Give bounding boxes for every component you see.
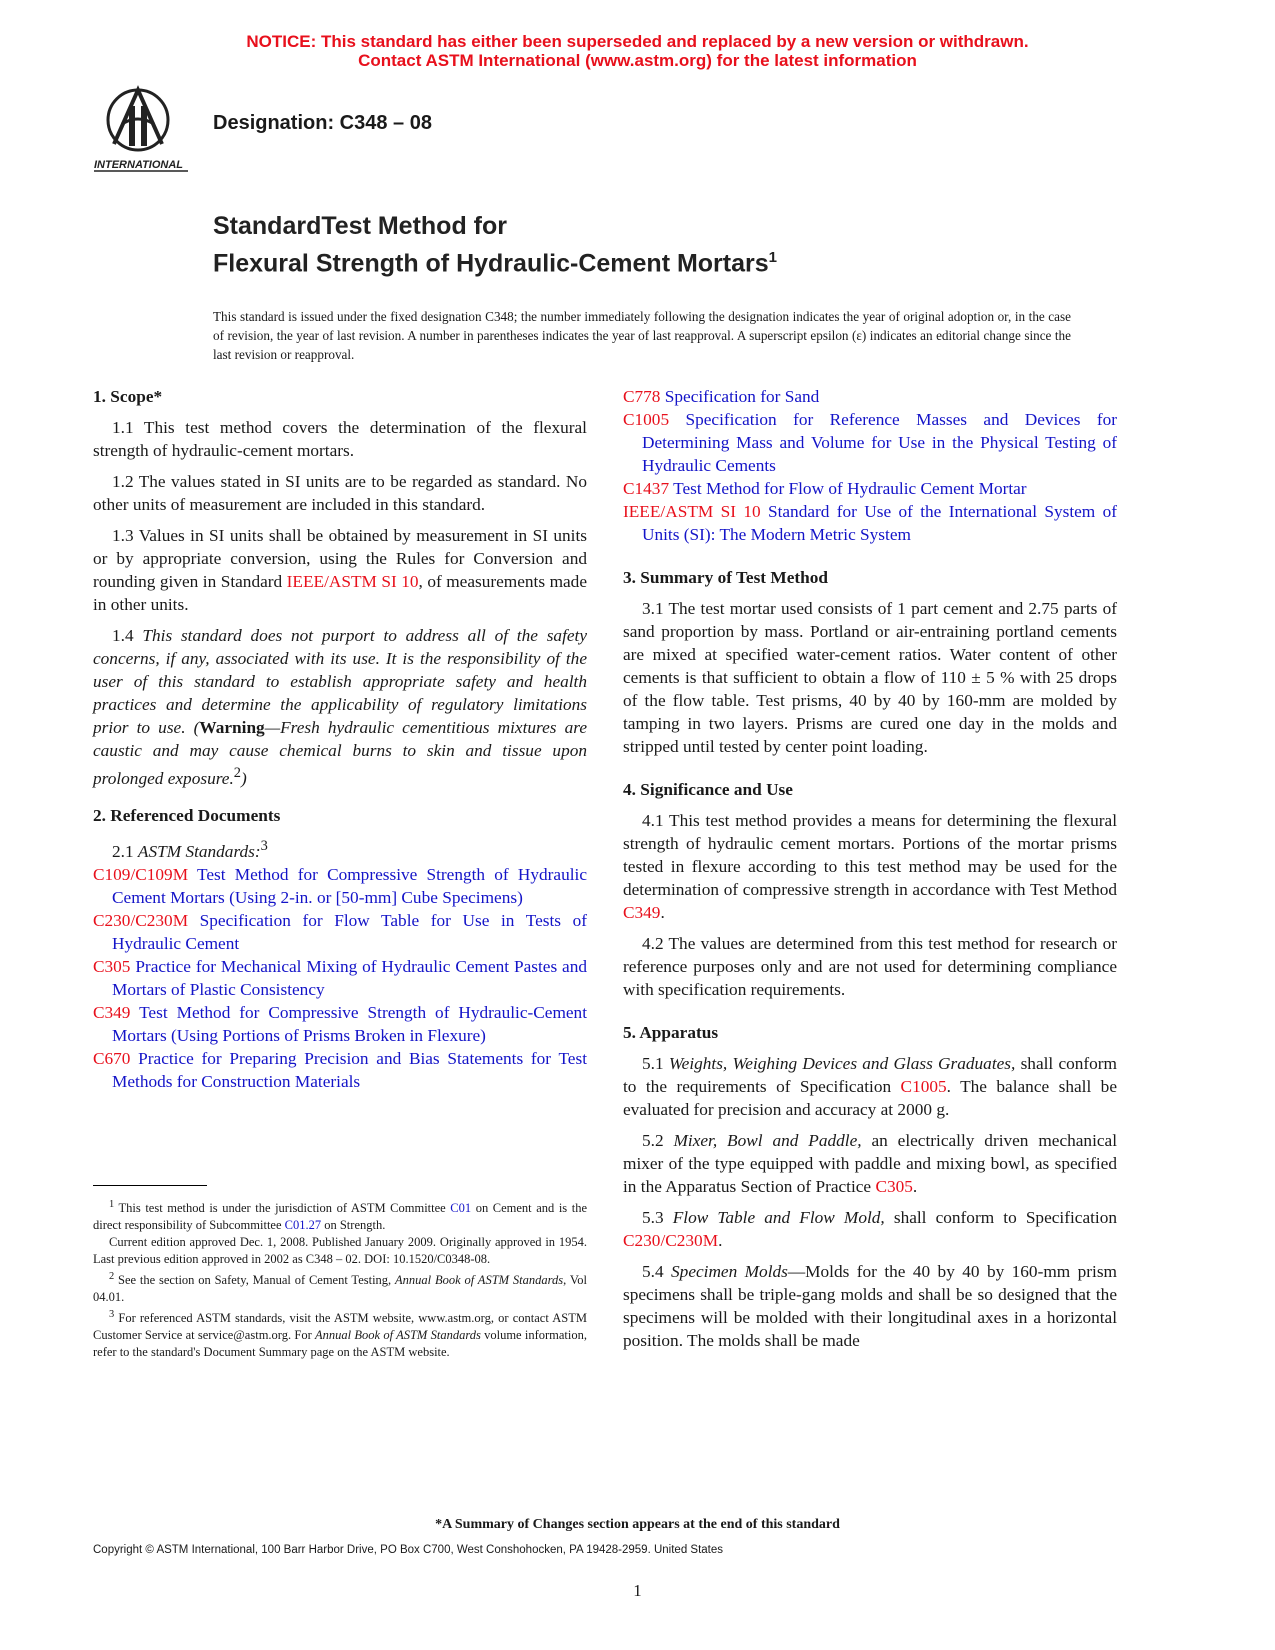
ref-title[interactable]: Test Method for Compressive Strength of Hydraulic-Cement Mortars (Using Portions of Prisms Broken in Flexure) — [112, 1002, 587, 1045]
page-number: 1 — [633, 1581, 642, 1600]
apparatus-5-3-tail: . — [718, 1231, 723, 1250]
apparatus-5-1-title: Weights, Weighing Devices and Glass Graduates, — [668, 1054, 1016, 1073]
footnote-2-tail: , Vol 04.01. — [93, 1273, 588, 1305]
scope-1-4-close: ) — [240, 768, 247, 788]
warning-text: —Fresh hydraulic cementitious mixtures are caustic and may cause chemical burns to skin and tissue upon prolonged exposure. — [93, 718, 587, 788]
significance-4-1-tail: . — [660, 903, 665, 922]
footnote-2-book: Annual Book of ASTM Standards — [395, 1273, 564, 1288]
ref-item[interactable] — [93, 1047, 587, 1093]
apparatus-5-4-num: 5.4 — [642, 1262, 672, 1281]
title-line-1: StandardTest Method for — [213, 212, 507, 240]
footnote-3-text: For referenced ASTM standards, visit the ASTM website, www.astm.org, or contact ASTM Customer Service at service@astm.org. For — [93, 1311, 587, 1343]
footnote-2-num: 2 — [109, 1271, 115, 1283]
c1005-link[interactable]: C1005 — [900, 1077, 947, 1096]
notice-line-1: NOTICE: This standard has either been superseded and replaced by a new version or withdrawn. — [246, 32, 1029, 51]
footnote-2 — [93, 1268, 587, 1306]
ref-item[interactable] — [623, 500, 1117, 546]
apparatus-5-2-title: Mixer, Bowl and Paddle, — [673, 1131, 862, 1150]
apparatus-5-3 — [623, 1206, 1117, 1252]
ref-title[interactable]: Test Method for Compressive Strength of Hydraulic Cement Mortars (Using 2-in. or [50-mm] Cube Specimens) — [112, 864, 587, 907]
ref-code[interactable]: C670 — [93, 1048, 131, 1068]
ref-code[interactable]: C109/C109M — [93, 864, 189, 884]
summary-heading: 3. Summary of Test Method — [623, 568, 828, 587]
refdocs-sub-label: ASTM Standards: — [137, 841, 261, 861]
ieee-si10-link[interactable]: IEEE/ASTM SI 10 — [286, 572, 419, 591]
ref-item[interactable] — [623, 385, 1117, 408]
ref-code[interactable]: C1437 — [623, 479, 670, 498]
footnote-1-text: This test method is under the jurisdiction of ASTM Committee — [114, 1201, 451, 1216]
committee-c01-link[interactable]: C01 — [450, 1201, 472, 1216]
designation-intro: This standard is issued under the fixed designation C348; the number immediately following the designation indicates the year of original adoption or, in the case of revision, the year of last revision. A number in parentheses indicates the year of last reapproval. A superscript epsilon (ε) indicates an editorial change since the last revision or reapproval. — [213, 309, 1071, 362]
ref-title[interactable]: Specification for Sand — [660, 387, 820, 406]
ref-title[interactable]: Practice for Mechanical Mixing of Hydraulic Cement Pastes and Mortars of Plastic Consistency — [112, 956, 587, 999]
apparatus-5-2-text: an electrically driven mechanical mixer of the type equipped with paddle and mixing bowl, as specified in the Apparatus Section of Practice — [623, 1131, 1118, 1196]
footnote-1-num: 1 — [109, 1199, 115, 1210]
scope-1-3-tail: , of measurements made in other units. — [93, 572, 587, 614]
subcommittee-c01-27-link[interactable]: C01.27 — [284, 1218, 322, 1233]
withdrawal-notice — [0, 32, 1275, 70]
logo-text: INTERNATIONAL — [94, 159, 184, 171]
ref-title[interactable]: Specification for Reference Masses and Devices for Determining Mass and Volume for Use in the Physical Testing of Hydraulic Cements — [642, 410, 1117, 475]
refdocs-sub-num: 2.1 — [112, 841, 138, 861]
footnote-3 — [93, 1306, 587, 1361]
scope-1-4-text: This standard does not purport to address all of the safety concerns, if any, associated with its use. It is the responsibility of the user of this standard to establish appropriate safety and health practices and determine the applicability of regulatory limitations prior to use. ( — [93, 626, 588, 737]
c349-link[interactable]: C349 — [623, 903, 661, 922]
scope-1-3-text: 1.3 Values in SI units shall be obtained by measurement in SI units or by appropriate conversion, using the Rules for Conversion and rounding given in Standard — [93, 526, 587, 591]
scope-1-4 — [93, 624, 587, 790]
ref-item[interactable] — [93, 863, 587, 909]
ref-title[interactable]: Practice for Preparing Precision and Bias Statements for Test Methods for Construction Materials — [112, 1048, 587, 1091]
apparatus-5-4 — [623, 1260, 1117, 1352]
copyright: Copyright © ASTM International, 100 Barr Harbor Drive, PO Box C700, West Conshohocken, PA 19428-2959. United States — [93, 1544, 724, 1556]
apparatus-5-3-num: 5.3 — [642, 1208, 673, 1227]
significance-4-1 — [623, 809, 1117, 924]
footnote-1-edition: Current edition approved Dec. 1, 2008. Published January 2009. Originally approved in 1954. Last previous edition approved in 2002 as C348 – 02. DOI: 10.1520/C0348-08. — [93, 1235, 587, 1267]
apparatus-5-2 — [623, 1129, 1117, 1198]
footnotes — [93, 1196, 587, 1361]
refdocs-heading: 2. Referenced Documents — [93, 805, 281, 825]
c305-link[interactable]: C305 — [875, 1177, 913, 1196]
ref-code[interactable]: IEEE/ASTM SI 10 — [623, 502, 761, 521]
scope-1-2: 1.2 The values stated in SI units are to be regarded as standard. No other units of measurement are included in this standard. — [93, 472, 587, 514]
footnote-3-book: Annual Book of ASTM Standards — [315, 1328, 481, 1343]
footnote-3-num: 3 — [109, 1309, 115, 1321]
ref-title[interactable]: Standard for Use of the International System of Units (SI): The Modern Metric System — [642, 502, 1117, 544]
footnote-3-tail: volume information, refer to the standard's Document Summary page on the ASTM website. — [93, 1328, 588, 1360]
left-column — [93, 385, 587, 1093]
apparatus-5-3-title: Flow Table and Flow Mold, — [672, 1208, 885, 1227]
ref-code[interactable]: C230/C230M — [93, 910, 189, 930]
scope-heading: 1. Scope* — [93, 387, 163, 406]
apparatus-5-1-tail: . The balance shall be evaluated for precision and accuracy at 2000 g. — [623, 1077, 1117, 1119]
ref-code[interactable]: C1005 — [623, 410, 670, 429]
designation: Designation: C348 – 08 — [213, 112, 432, 134]
ref-item[interactable] — [93, 955, 587, 1001]
summary-3-1: 3.1 The test mortar used consists of 1 part cement and 2.75 parts of sand proportion by mass. Portland or air-entraining portland cements are mixed at specified water-cement ratios. Water content of other cements is that sufficient to obtain a flow of 110 ± 5 % with 25 drops of the flow table. Test prisms, 40 by 40 by 160-mm are molded by tamping in two layers. Prisms are cured one day in the molds and stripped until tested by center point loading. — [623, 599, 1117, 756]
apparatus-5-1-num: 5.1 — [642, 1054, 669, 1073]
apparatus-5-4-text: —Molds for the 40 by 40 by 160-mm prism specimens shall be triple-gang molds and shall be so designed that the specimens will be molded with their longitudinal axes in a horizontal position. The molds shall be made — [623, 1262, 1117, 1350]
ref-code[interactable]: C778 — [623, 387, 661, 406]
apparatus-5-2-num: 5.2 — [642, 1131, 674, 1150]
ref-item[interactable] — [93, 1001, 587, 1047]
apparatus-5-3-text: shall conform to Specification — [884, 1208, 1117, 1227]
right-column — [623, 385, 1117, 1360]
scope-1-1: 1.1 This test method covers the determination of the flexural strength of hydraulic-cement mortars. — [93, 418, 587, 460]
document-title — [213, 210, 777, 279]
c230-link[interactable]: C230/C230M — [623, 1231, 719, 1250]
footnote-1 — [93, 1196, 587, 1234]
footnote-1-text-3: on Strength. — [321, 1218, 386, 1233]
ref-title[interactable]: Test Method for Flow of Hydraulic Cement Mortar — [669, 479, 1027, 498]
title-line-2: Flexural Strength of Hydraulic-Cement Mortars — [213, 249, 769, 278]
astm-logo-icon — [92, 84, 202, 174]
footnote-divider — [93, 1185, 207, 1186]
footnote-3-mark: 3 — [260, 837, 268, 854]
notice-line-2: Contact ASTM International (www.astm.org) for the latest information — [358, 51, 917, 70]
scope-1-4-num: 1.4 — [112, 626, 143, 645]
title-footnote-mark: 1 — [768, 249, 777, 266]
significance-4-2: 4.2 The values are determined from this test method for research or reference purposes only and are not used for determining compliance with specification requirements. — [623, 934, 1117, 999]
significance-heading: 4. Significance and Use — [623, 780, 793, 799]
footnote-2-mark: 2 — [233, 765, 241, 781]
astm-logo — [92, 84, 202, 174]
ref-item[interactable] — [93, 909, 587, 955]
significance-4-1-text: 4.1 This test method provides a means for determining the flexural strength of hydraulic cement mortars. Portions of the mortar prisms tested in flexure according to this test method may be used for the determination of compressive strength in accordance with Test Method — [623, 811, 1117, 899]
ref-code[interactable]: C305 — [93, 956, 131, 976]
ref-item[interactable] — [623, 477, 1117, 500]
summary-of-changes-note: *A Summary of Changes section appears at the end of this standard — [435, 1517, 840, 1532]
ref-code[interactable]: C349 — [93, 1002, 131, 1022]
ref-title[interactable]: Specification for Flow Table for Use in Tests of Hydraulic Cement — [112, 910, 587, 953]
apparatus-5-4-title: Specimen Molds — [671, 1262, 788, 1281]
astm-standards-label — [93, 835, 587, 863]
footnote-1-text-2: on Cement and is the direct responsibility of Subcommittee — [93, 1201, 587, 1233]
apparatus-heading: 5. Apparatus — [623, 1023, 719, 1042]
apparatus-5-2-tail: . — [912, 1177, 918, 1196]
footnote-2-text: See the section on Safety, Manual of Cement Testing, — [114, 1273, 396, 1288]
apparatus-5-1-text: shall conform to the requirements of Specification — [623, 1054, 1117, 1096]
warning-label: Warning — [199, 718, 265, 737]
ref-item[interactable] — [623, 408, 1117, 477]
apparatus-5-1 — [623, 1052, 1117, 1121]
scope-1-3 — [93, 524, 587, 616]
